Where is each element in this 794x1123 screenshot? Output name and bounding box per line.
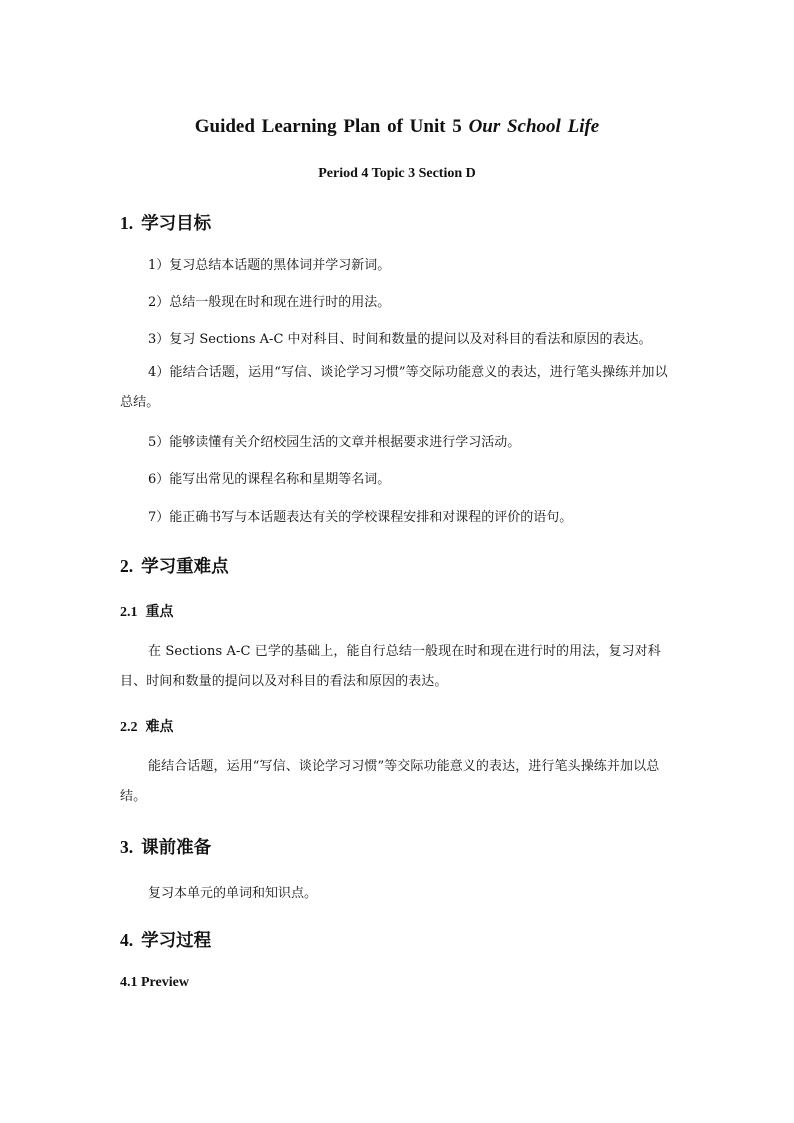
subsection-4-1-heading: 4.1 Preview bbox=[120, 975, 189, 990]
objective-item-5: 5）能够读懂有关介绍校园生活的文章并根据要求进行学习活动。 bbox=[148, 435, 521, 450]
objective-item-4: 4）能结合话题，运用“写信、谈论学习习惯”等交际功能意义的表达，进行笔头操练并加以总结。 bbox=[120, 365, 668, 410]
subsection-2-2-title: 难点 bbox=[145, 719, 174, 735]
objective-item-6: 6）能写出常见的课程名称和星期等名词。 bbox=[148, 472, 391, 487]
section-1-heading bbox=[120, 210, 211, 235]
section-2-number: 2. bbox=[120, 556, 134, 576]
section-3-title: 课前准备 bbox=[141, 838, 212, 858]
subsection-2-1-heading bbox=[120, 601, 174, 621]
title-main: Guided Learning Plan of Unit 5 bbox=[194, 116, 462, 137]
preparation-text: 复习本单元的单词和知识点。 bbox=[148, 886, 318, 901]
title-italic: Our School Life bbox=[468, 116, 600, 137]
section-3-number: 3. bbox=[120, 837, 134, 857]
section-4-title: 学习过程 bbox=[141, 931, 212, 951]
document-subtitle: Period 4 Topic 3 Section D bbox=[318, 166, 476, 181]
section-4-number: 4. bbox=[120, 930, 134, 950]
subsection-2-2-heading bbox=[120, 716, 174, 736]
objective-item-7: 7）能正确书写与本话题表达有关的学校课程安排和对课程的评价的语句。 bbox=[148, 510, 573, 525]
objective-item-3: 3）复习 Sections A-C 中对科目、时间和数量的提问以及对科目的看法和原因的表达。 bbox=[148, 332, 652, 347]
section-4-heading bbox=[120, 927, 211, 952]
subsection-2-1-title: 重点 bbox=[145, 604, 174, 620]
key-points-paragraph: 在 Sections A-C 已学的基础上，能自行总结一般现在时和现在进行时的用法，复习对科目、时间和数量的提问以及对科目的看法和原因的表达。 bbox=[120, 644, 661, 689]
section-2-heading bbox=[120, 553, 229, 578]
section-1-title: 学习目标 bbox=[141, 214, 212, 234]
objective-item-1: 1）复习总结本话题的黑体词并学习新词。 bbox=[148, 258, 391, 273]
section-3-heading bbox=[120, 834, 211, 859]
document-title bbox=[0, 116, 794, 138]
subsection-2-1-number: 2.1 bbox=[120, 605, 138, 620]
difficult-points-paragraph: 能结合话题，运用“写信、谈论学习习惯”等交际功能意义的表达，进行笔头操练并加以总结。 bbox=[120, 759, 660, 804]
section-2-title: 学习重难点 bbox=[141, 557, 229, 577]
section-1-number: 1. bbox=[120, 213, 134, 233]
subsection-2-2-number: 2.2 bbox=[120, 720, 138, 735]
objective-item-2: 2）总结一般现在时和现在进行时的用法。 bbox=[148, 295, 391, 310]
